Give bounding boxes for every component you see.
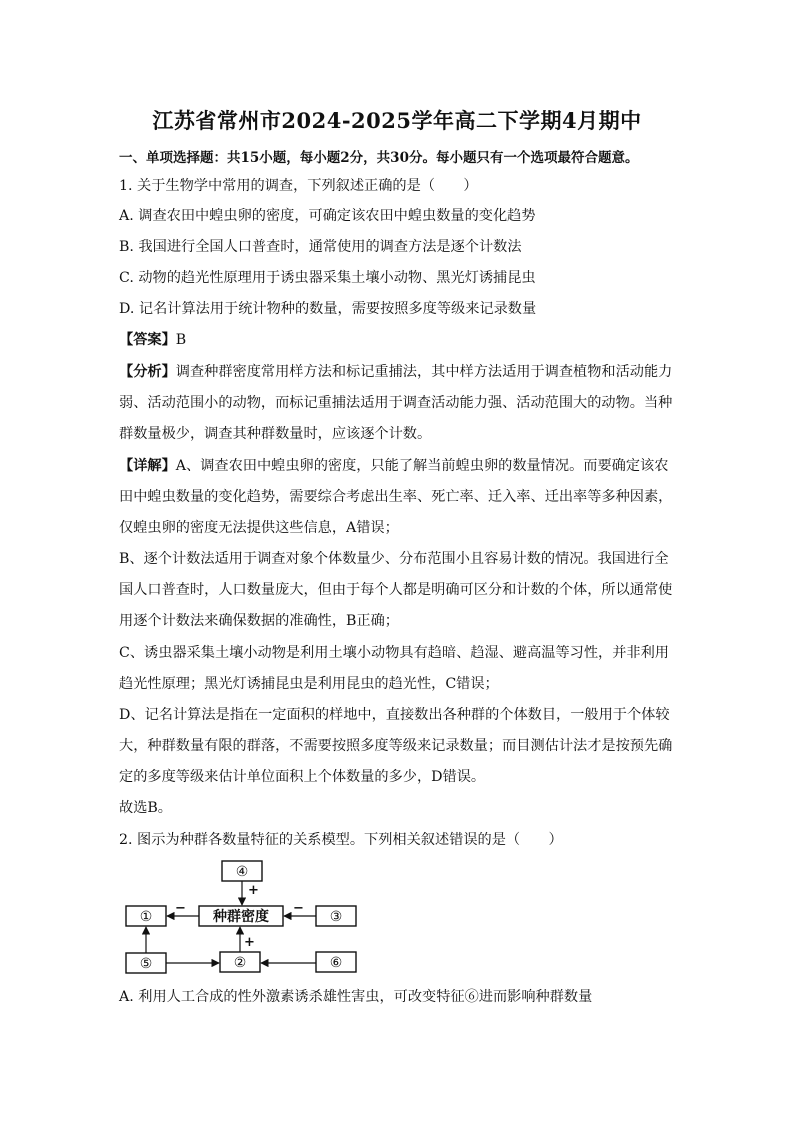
q1-stem: 1. 关于生物学中常用的调查，下列叙述正确的是（ ） (119, 178, 478, 194)
page-title: 江苏省常州市2024-2025学年高二下学期4月期中 (152, 108, 642, 133)
q1-option-d: D. 记名计算法用于统计物种的数量，需要按照多度等级来记录数量 (119, 301, 537, 317)
q1-detail-line: 用逐个计数法来确保数据的准确性，B正确； (119, 613, 399, 629)
q1-analysis-line: 弱、活动范围小的动物，而标记重捕法适用于调查活动能力强、活动范围大的动物。当种 (119, 395, 673, 411)
q1-detail-line: 仅蝗虫卵的密度无法提供这些信息，A错误； (119, 520, 399, 536)
population-density-label: 种群密度 (213, 909, 269, 925)
plus-sign-top: + (248, 883, 259, 898)
detail-text: A、调查农田中蝗虫卵的密度，只能了解当前蝗虫卵的数量情况。而要确定该农 (175, 458, 669, 474)
q1-detail-line: B、逐个计数法适用于调查对象个体数量少、分布范围小且容易计数的情况。我国进行全 (119, 551, 669, 567)
analysis-label: 【分析】 (119, 364, 176, 380)
analysis-text: 调查种群密度常用样方法和标记重捕法，其中样方法适用于调查植物和活动能力 (175, 364, 673, 380)
node-4-label: ④ (235, 864, 249, 880)
detail-label: 【详解】 (119, 458, 176, 474)
minus-sign-right: − (293, 901, 304, 916)
q1-analysis-line: 群数量极少，调查其种群数量时，应该逐个计数。 (119, 426, 432, 442)
node-3-label: ③ (329, 909, 343, 925)
node-2-label: ② (233, 955, 247, 971)
q2-stem: 2. 图示为种群各数量特征的关系模型。下列相关叙述错误的是（ ） (119, 832, 563, 848)
section-heading: 一、单项选择题：共15小题，每小题2分，共30分。每小题只有一个选项最符合题意。 (119, 150, 639, 166)
q1-detail-line: 国人口普查时，人口数量庞大，但由于每个人都是明确可区分和计数的个体，所以通常使 (119, 582, 673, 598)
q1-conclusion: 故选B。 (119, 800, 172, 816)
q1-detail-line: C、诱虫器采集土壤小动物是利用土壤小动物具有趋暗、趋湿、避高温等习性，并非利用 (119, 645, 669, 661)
plus-sign-bottom: + (244, 935, 255, 950)
minus-sign-left: − (175, 901, 186, 916)
q1-option-a: A. 调查农田中蝗虫卵的密度，可确定该农田中蝗虫数量的变化趋势 (119, 208, 536, 224)
q1-option-c: C. 动物的趋光性原理用于诱虫器采集土壤小动物、黑光灯诱捕昆虫 (119, 270, 536, 286)
node-5-label: ⑤ (139, 956, 153, 972)
q1-detail-line: D、记名计算法是指在一定面积的样地中，直接数出各种群的个体数目，一般用于个体较 (119, 707, 670, 723)
q1-detail-line: 定的多度等级来估计单位面积上个体数量的多少，D错误。 (119, 769, 486, 785)
q1-option-b: B. 我国进行全国人口普查时，通常使用的调查方法是逐个计数法 (119, 239, 522, 255)
q1-detail-line: 趋光性原理；黑光灯诱捕昆虫是利用昆虫的趋光性，C错误； (119, 676, 499, 692)
q2-option-a: A. 利用人工合成的性外激素诱杀雄性害虫，可改变特征⑥进而影响种群数量 (119, 989, 593, 1005)
node-1-label: ① (139, 909, 153, 925)
answer-label: 【答案】 (119, 332, 176, 348)
q1-detail-line: 大，种群数量有限的群落，不需要按照多度等级来记录数量；而目测估计法才是按预先确 (119, 738, 673, 754)
answer-value: B (175, 332, 187, 348)
node-6-label: ⑥ (329, 955, 343, 971)
q1-detail-line: 田中蝗虫数量的变化趋势，需要综合考虑出生率、死亡率、迁入率、迁出率等多种因素， (119, 489, 673, 505)
